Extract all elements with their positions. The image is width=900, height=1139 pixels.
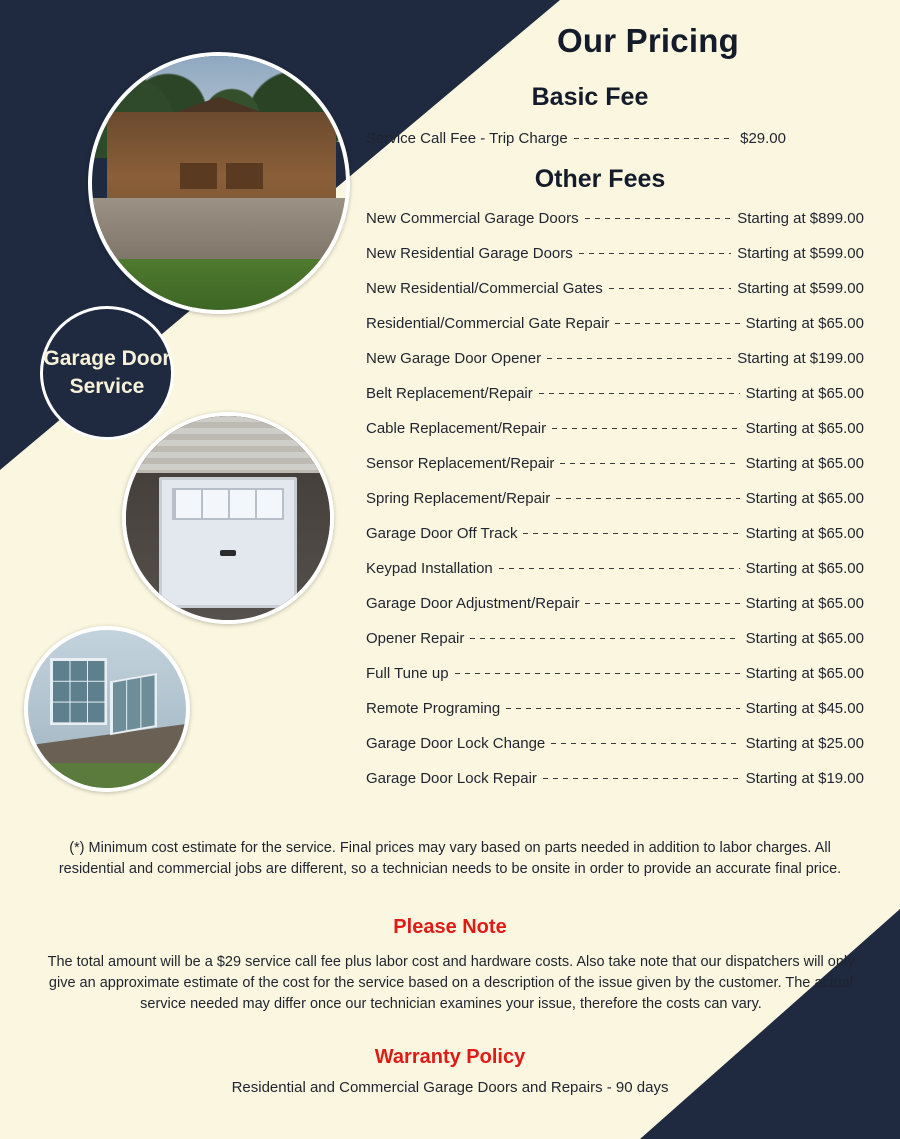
fee-row — [366, 595, 864, 630]
page-title: Our Pricing — [557, 22, 739, 59]
warranty-policy-text: Residential and Commercial Garage Doors and Repairs - 90 days — [231, 1079, 669, 1096]
please-note-heading: Please Note — [393, 916, 507, 938]
fee-row — [366, 315, 864, 350]
dot-leader — [543, 778, 740, 779]
garage-door-windows — [172, 488, 284, 520]
dot-leader — [523, 533, 739, 534]
fee-label: New Garage Door Opener — [366, 350, 542, 367]
garage-illustration — [126, 416, 330, 620]
dot-leader — [585, 603, 739, 604]
please-note-text: The total amount will be a $29 service call fee plus labor cost and hardware costs. Also take note that our dispatchers will only give an approximate estimate of the cost for the service based on a description of the issue given by the customer. The actual service needed may differ once our technician examines your issue, therefore the costs can vary. — [47, 954, 855, 1013]
warranty-policy-heading: Warranty Policy — [374, 1046, 526, 1068]
fee-label: Garage Door Adjustment/Repair — [366, 595, 580, 612]
fee-price: Starting at $65.00 — [745, 665, 864, 682]
fee-row — [366, 770, 864, 805]
fee-row — [366, 490, 864, 525]
fee-label: Remote Programing — [366, 700, 501, 717]
fee-label: New Residential Garage Doors — [366, 245, 573, 262]
fee-label: Garage Door Off Track — [366, 525, 518, 542]
fee-label: New Commercial Garage Doors — [366, 210, 579, 227]
fee-label: Spring Replacement/Repair — [366, 490, 551, 507]
fee-price: Starting at $19.00 — [745, 770, 864, 787]
fee-price: Starting at $599.00 — [737, 245, 864, 262]
modern-house-illustration — [28, 630, 186, 788]
modern-glass-house-photo — [24, 626, 190, 792]
dot-leader — [579, 253, 731, 254]
fee-label: Opener Repair — [366, 630, 465, 647]
other-fees-heading: Other Fees — [534, 165, 666, 193]
fee-row — [366, 385, 864, 420]
fee-price: Starting at $899.00 — [737, 210, 864, 227]
fee-price: Starting at $65.00 — [745, 315, 864, 332]
garage-door-right — [226, 163, 263, 189]
fee-row — [366, 455, 864, 490]
fee-price: Starting at $65.00 — [745, 420, 864, 437]
dot-leader — [547, 358, 731, 359]
fee-label: Belt Replacement/Repair — [366, 385, 533, 402]
fee-row — [366, 525, 864, 560]
fee-row — [366, 420, 864, 455]
other-fees-list — [366, 210, 864, 805]
fee-row — [366, 210, 864, 245]
lawn-layer — [92, 259, 346, 310]
fee-row — [366, 280, 864, 315]
fee-label: Full Tune up — [366, 665, 449, 682]
fee-label: New Residential/Commercial Gates — [366, 280, 603, 297]
fee-label: Garage Door Lock Change — [366, 735, 546, 752]
fee-price: Starting at $65.00 — [745, 490, 864, 507]
dot-leader — [551, 743, 739, 744]
wooden-house-illustration — [92, 56, 346, 310]
fee-price: Starting at $25.00 — [745, 735, 864, 752]
dot-leader — [552, 428, 739, 429]
fee-price: Starting at $65.00 — [745, 385, 864, 402]
fee-row — [366, 245, 864, 280]
garage-door-photo — [122, 412, 334, 624]
dot-leader — [609, 288, 731, 289]
fee-price: Starting at $199.00 — [737, 350, 864, 367]
fee-price: Starting at $65.00 — [745, 560, 864, 577]
fee-price: Starting at $45.00 — [745, 700, 864, 717]
fee-label: Residential/Commercial Gate Repair — [366, 315, 610, 332]
fee-row — [366, 350, 864, 385]
bottom-right-navy-shape — [640, 909, 900, 1139]
fee-label: Garage Door Lock Repair — [366, 770, 537, 787]
modern-lawn — [28, 763, 186, 788]
fee-label: Cable Replacement/Repair — [366, 420, 547, 437]
garage-siding — [126, 416, 330, 473]
rock-layer — [92, 198, 346, 264]
dot-leader — [470, 638, 739, 639]
fee-label: Keypad Installation — [366, 560, 493, 577]
dot-leader — [506, 708, 739, 709]
garage-door-panel — [159, 477, 298, 608]
dot-leader — [560, 463, 739, 464]
fee-price: Starting at $65.00 — [745, 630, 864, 647]
modern-glass-facade-1 — [50, 658, 107, 724]
garage-door-left — [180, 163, 217, 189]
modern-glass-facade-2 — [110, 673, 157, 735]
fee-price: Starting at $65.00 — [745, 525, 864, 542]
dot-leader — [574, 138, 734, 139]
garage-door-handle — [220, 550, 236, 556]
dot-leader — [585, 218, 732, 219]
fee-row — [366, 665, 864, 700]
fee-row — [366, 700, 864, 735]
fee-label: Sensor Replacement/Repair — [366, 455, 555, 472]
fee-row — [366, 630, 864, 665]
fee-price: Starting at $599.00 — [737, 280, 864, 297]
dot-leader — [455, 673, 740, 674]
fee-price: Starting at $65.00 — [745, 455, 864, 472]
basic-fee-label: Service Call Fee - Trip Charge — [366, 130, 568, 147]
badge-label: Garage Door Service — [43, 346, 171, 398]
dot-leader — [539, 393, 740, 394]
fee-price: Starting at $65.00 — [745, 595, 864, 612]
basic-fee-row — [366, 130, 786, 147]
basic-fee-heading: Basic Fee — [531, 83, 649, 111]
fee-row — [366, 735, 864, 770]
dot-leader — [556, 498, 739, 499]
basic-fee-price: $29.00 — [740, 130, 786, 147]
dot-leader — [615, 323, 739, 324]
disclaimer-text: (*) Minimum cost estimate for the service. Final prices may vary based on parts needed in addition to labor charges. All residential and commercial jobs are different, so a technician needs to be onsite in order to provide an accurate final price. — [58, 840, 842, 878]
fee-row — [366, 560, 864, 595]
dot-leader — [499, 568, 740, 569]
garage-door-service-badge — [40, 306, 174, 440]
wooden-house-photo — [88, 52, 350, 314]
